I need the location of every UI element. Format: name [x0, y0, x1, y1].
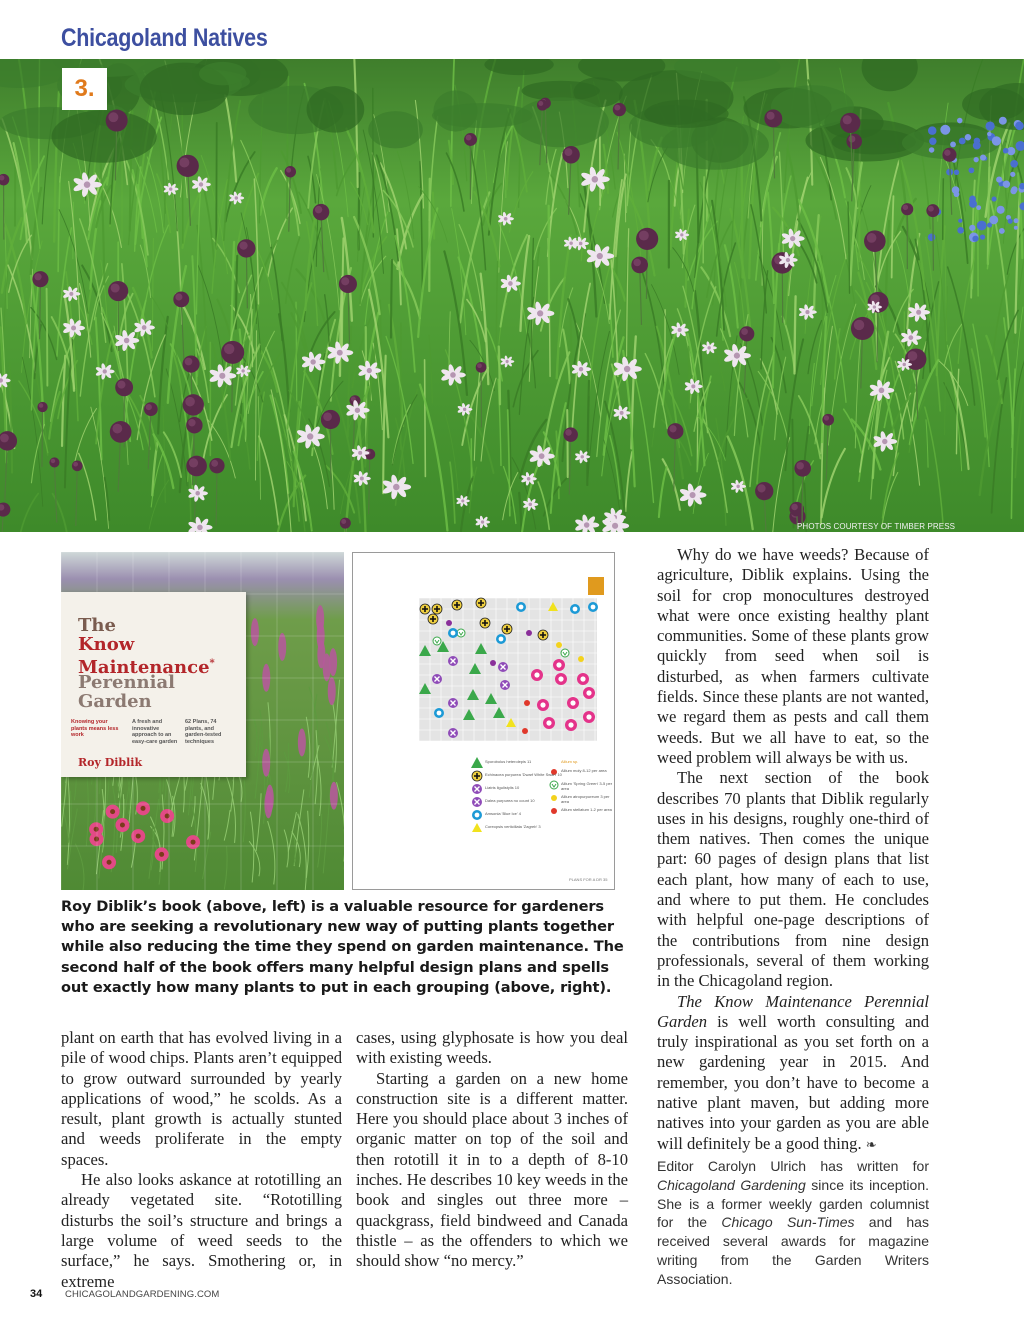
page-number: 34	[30, 1288, 43, 1300]
article-paragraph: cases, using glyphosate is how you deal with existing weeds.	[356, 1028, 628, 1068]
design-plan-grid	[353, 553, 615, 890]
section-title: Chicagoland Natives	[61, 24, 268, 52]
book-cover-image	[61, 552, 344, 890]
cover-blurb: A fresh and innovative approach to an easy-care garden	[132, 719, 178, 745]
article-column-left	[61, 1028, 342, 1292]
end-mark-icon: ❧	[865, 1136, 877, 1152]
cover-title-line: Maintenance*	[78, 657, 215, 678]
design-plan-page	[352, 552, 615, 890]
footer-website: CHICAGOLANDGARDENING.COM	[65, 1289, 220, 1300]
cover-author: Roy Diblik	[78, 756, 143, 769]
cover-title-card	[61, 592, 246, 777]
cover-blurb: Knowing your plants means less work	[71, 719, 119, 738]
plan-legend-right: Allium sp. Allium moly 8-12 per area Allium 'Spring Green' 3-5 per area Allium atropurpureum 3 per area Allium stellatum 1-2 per area	[561, 759, 613, 812]
article-paragraph: Why do we have weeds? Because of agriculture, Diblik explains. Using the soil for crop monocultures destroyed what were once existing healthy plant communities. Some of these plants grow quickly from seed when soil is disturbed, as when farmers cultivate fields. Since these plants are not wanted, we regard them as pests and call them weeds. But we all have to eat, so the weed problem will always be with us.	[657, 545, 929, 767]
article-paragraph: He also looks askance at rototilling an already vegetated site. “Rototilling disturbs the soil’s structure and brings a large volume of weed seeds to the surface,” he says. Smothering or, in extreme	[61, 1170, 342, 1291]
book-title-italic: The Know Maintenance Perennial Garden	[657, 991, 929, 1031]
hero-photo	[0, 59, 1024, 532]
cover-title-line: The	[78, 615, 116, 636]
plan-page-footer: PLANS FOR A DR 35	[569, 877, 608, 882]
cover-title-line: Perennial	[78, 672, 175, 693]
photo-caption: Roy Diblik’s book (above, left) is a valuable resource for gardeners who are seeking a revolutionary new way of putting plants together while also reducing the time they spend on garden maintenance. The second half of the book offers many helpful design plans and spells out exactly how many plants to put in each grouping (above, right).	[61, 898, 624, 996]
photo-credit: PHOTOS COURTESY OF TIMBER PRESS	[797, 522, 956, 531]
article-paragraph: The next section of the book describes 70 plants that Diblik regularly uses in his designs, roughly one-third of them natives. Then comes the unique part: 60 pages of design plans that list each plant, how many of each to use, and where to put them. He concludes with helpful one-page descriptions of the contributions from nine design professionals, several of them working in the Chicagoland region.	[657, 768, 929, 991]
article-column-right	[657, 545, 929, 1288]
article-paragraph: plant on earth that has evolved living in a pile of wood chips. Plants aren’t equipped to grow outward surrounded by yearly applications of wood,” he scolds. As a result, plant growth is actually stunted and weeds proliferate in the empty spaces.	[61, 1028, 342, 1169]
article-closing-paragraph: The Know Maintenance Perennial Garden is well worth consulting and truly inspirational as you set forth on a new gardening year in 2015. And remember, you don’t have to become a native plant maven, but adding more natives into your garden as you are able will definitely be a good thing. ❧	[657, 991, 929, 1153]
plan-legend-left: Sporobolus heterolepis 11 Echinacea purpurea 'Dwarf White Swan' 10 Liatris ligulistylis 10 Dalea purpurea no count 10 Amsonia 'Blue Ice' 4 Coreopsis verticillata 'Zagreb' 3	[485, 759, 562, 829]
article-column-middle	[356, 1028, 628, 1272]
cover-title-line: Know	[78, 634, 135, 655]
article-paragraph: Starting a garden on a new home construction site is a different matter. Here you should place about 3 inches of organic matter on top of the soil and then rototill it in to a depth of 8-10 inches. He describes 10 key weeds in the book and singles out three more – quackgrass, field bindweed and Canada thistle – as the offenders to which we should show “no mercy.”	[356, 1068, 628, 1271]
cover-title-line: Garden	[78, 691, 152, 712]
author-bio: Editor Carolyn Ulrich has written for Chicagoland Gardening since its inception. She is a former weekly garden columnist for the Chicago Sun-Times and has received several awards for magazine writing from the Garden Writers Association.	[657, 1157, 929, 1287]
number-badge: 3.	[62, 68, 107, 110]
cover-blurb: 62 Plans, 74 plants, and garden-tested techniques	[185, 719, 222, 745]
